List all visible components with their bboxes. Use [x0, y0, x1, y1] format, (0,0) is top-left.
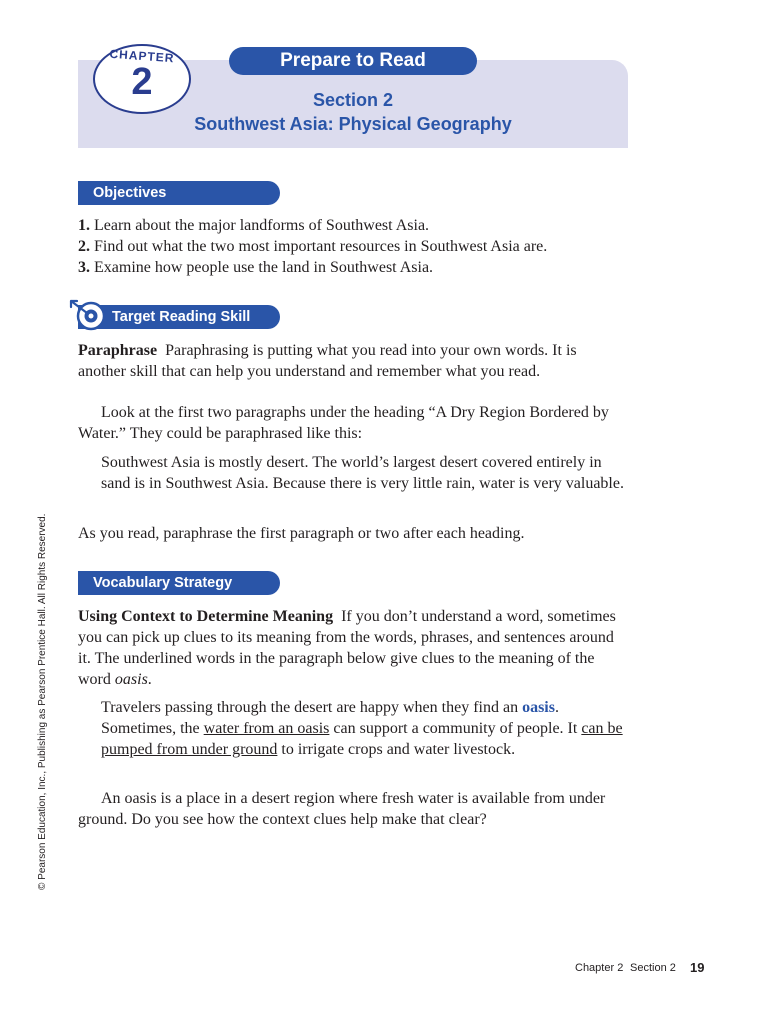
- chapter-number: 2: [131, 61, 153, 103]
- list-item: [78, 215, 638, 236]
- context-paragraph: [78, 606, 628, 690]
- oasis-highlight: oasis: [522, 699, 555, 716]
- example-text: Travelers passing through the desert are happy when they find an: [101, 699, 519, 716]
- paraphrase-instruction: Look at the first two paragraphs under the heading “A Dry Region Bordered by Water.” They could be paraphrased like this:: [78, 404, 609, 442]
- context-clue-underlined: water from an oasis: [203, 720, 330, 737]
- section-number: Section 2: [312, 90, 394, 110]
- context-text: If you don’t understand a word, sometimes you can pick up clues to its meaning from the words, phrases, and sentences around it. The underlined words in the paragraph below give clues to the meaning of the word: [78, 608, 616, 688]
- vocabulary-strategy-heading: Vocabulary Strategy: [78, 571, 280, 595]
- item-number: 1.: [78, 217, 90, 234]
- item-text: Examine how people use the land in Southwest Asia.: [94, 259, 434, 276]
- paraphrase-closing: As you read, paraphrase the first paragraph or two after each heading.: [78, 525, 525, 542]
- context-runin: Using Context to Determine Meaning: [78, 608, 334, 625]
- prepare-to-read-banner: Prepare to Read: [229, 47, 477, 75]
- objectives-list: [78, 215, 638, 278]
- context-clue-underlined: can be pumped from under ground: [101, 720, 623, 758]
- context-end: .: [147, 671, 152, 688]
- copyright-notice: © Pearson Education, Inc., Publishing as Pearson Prentice Hall. All Rights Reserved.: [37, 513, 48, 890]
- footer-section: Section 2: [630, 962, 676, 974]
- oasis-example: [101, 697, 628, 760]
- example-text: to irrigate crops and water livestock.: [281, 741, 516, 758]
- objectives-heading: Objectives: [78, 181, 280, 205]
- item-text: Find out what the two most important resources in Southwest Asia are.: [94, 238, 548, 255]
- example-text: can support a community of people. It: [333, 720, 578, 737]
- item-number: 3.: [78, 259, 90, 276]
- page-number: 19: [690, 960, 705, 975]
- target-reading-skill-heading: Target Reading Skill: [78, 305, 280, 329]
- paraphrase-text: Paraphrasing is putting what you read into your own words. It is another skill that can help you understand and remember what you read.: [78, 342, 577, 380]
- oasis-term: oasis: [114, 671, 148, 688]
- list-item: [78, 236, 638, 257]
- chapter-word: CHAPTER: [109, 46, 175, 66]
- footer-chapter: Chapter 2: [575, 962, 624, 974]
- paraphrase-paragraph: [78, 340, 628, 382]
- paraphrase-runin: Paraphrase: [78, 342, 158, 359]
- example-text: . Sometimes, the: [101, 699, 559, 737]
- section-title: Southwest Asia: Physical Geography: [194, 114, 512, 134]
- list-item: [78, 257, 638, 278]
- target-arrow-icon: [68, 297, 110, 331]
- item-number: 2.: [78, 238, 90, 255]
- paraphrase-example: Southwest Asia is mostly desert. The world’s largest desert covered entirely in sand is in Southwest Asia. Because there is very little rain, water is very valuable.: [101, 454, 624, 492]
- oasis-definition: An oasis is a place in a desert region where fresh water is available from under ground. Do you see how the context clues help make that clear?: [78, 790, 606, 828]
- item-text: Learn about the major landforms of Southwest Asia.: [94, 217, 430, 234]
